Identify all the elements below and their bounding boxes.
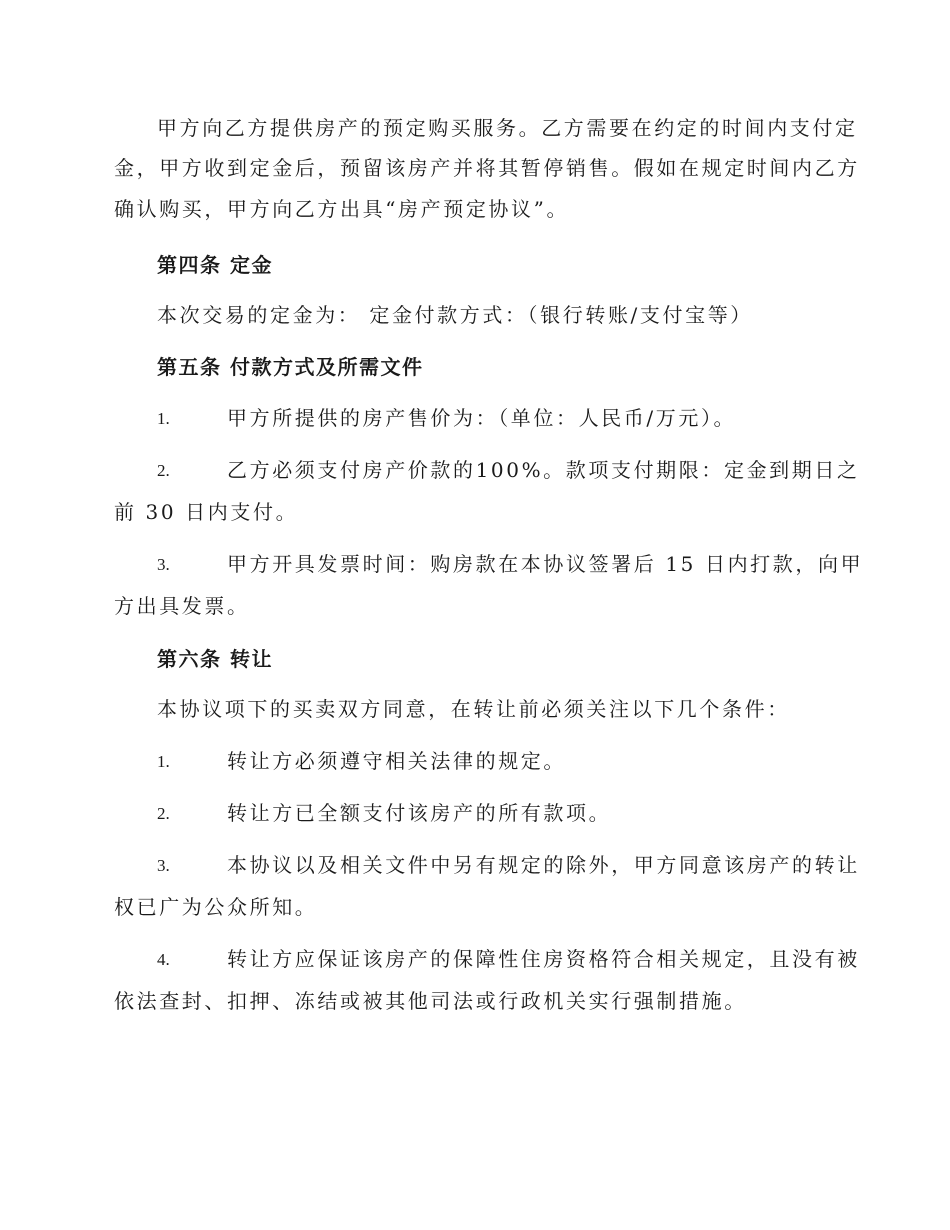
article-5-item-2-line-1: 乙方必须支付房产价款的100%。款项支付期限：定金到期日之 [227,458,860,482]
list-item-number: 3. [157,856,170,875]
intro-line-2: 金，甲方收到定金后，预留该房产并将其暂停销售。假如在规定时间内乙方 [114,156,860,180]
list-item-number: 2. [157,461,170,480]
article-6-heading: 第六条 转让 [157,647,273,671]
intro-line-1: 甲方向乙方提供房产的预定购买服务。乙方需要在约定的时间内支付定 [157,116,858,140]
list-item-number: 3. [157,555,170,574]
article-6-item-2-line-1: 转让方已全额支付该房产的所有款项。 [227,801,612,825]
article-6-item-3-line-2: 权已广为公众所知。 [114,895,318,919]
list-item-number: 4. [157,950,170,969]
article-5-item-3-line-2: 方出具发票。 [114,594,250,618]
article-5-item-3-line-1: 甲方开具发票时间：购房款在本协议签署后 15 日内打款，向甲 [227,552,864,576]
article-5-heading: 第五条 付款方式及所需文件 [157,355,424,379]
article-4-text: 本次交易的定金为： 定金付款方式：（银行转账/支付宝等） [157,303,753,327]
intro-line-3: 确认购买，甲方向乙方出具“房产预定协议”。 [114,197,570,221]
article-5-item-1-line-1: 甲方所提供的房产售价为：（单位：人民币/万元）。 [227,406,737,430]
article-6-item-3-line-1: 本协议以及相关文件中另有规定的除外，甲方同意该房产的转让 [227,853,860,877]
article-5-item-2-line-2: 前 30 日内支付。 [114,500,299,524]
list-item-number: 1. [157,752,170,771]
list-item-number: 1. [157,409,170,428]
article-6-intro: 本协议项下的买卖双方同意，在转让前必须关注以下几个条件： [157,697,790,721]
list-item-number: 2. [157,804,170,823]
article-4-heading: 第四条 定金 [157,253,273,277]
article-6-item-4-line-1: 转让方应保证该房产的保障性住房资格符合相关规定，且没有被 [227,947,860,971]
article-6-item-4-line-2: 依法查封、扣押、冻结或被其他司法或行政机关实行强制措施。 [114,989,747,1013]
article-6-item-1-line-1: 转让方必须遵守相关法律的规定。 [227,749,566,773]
